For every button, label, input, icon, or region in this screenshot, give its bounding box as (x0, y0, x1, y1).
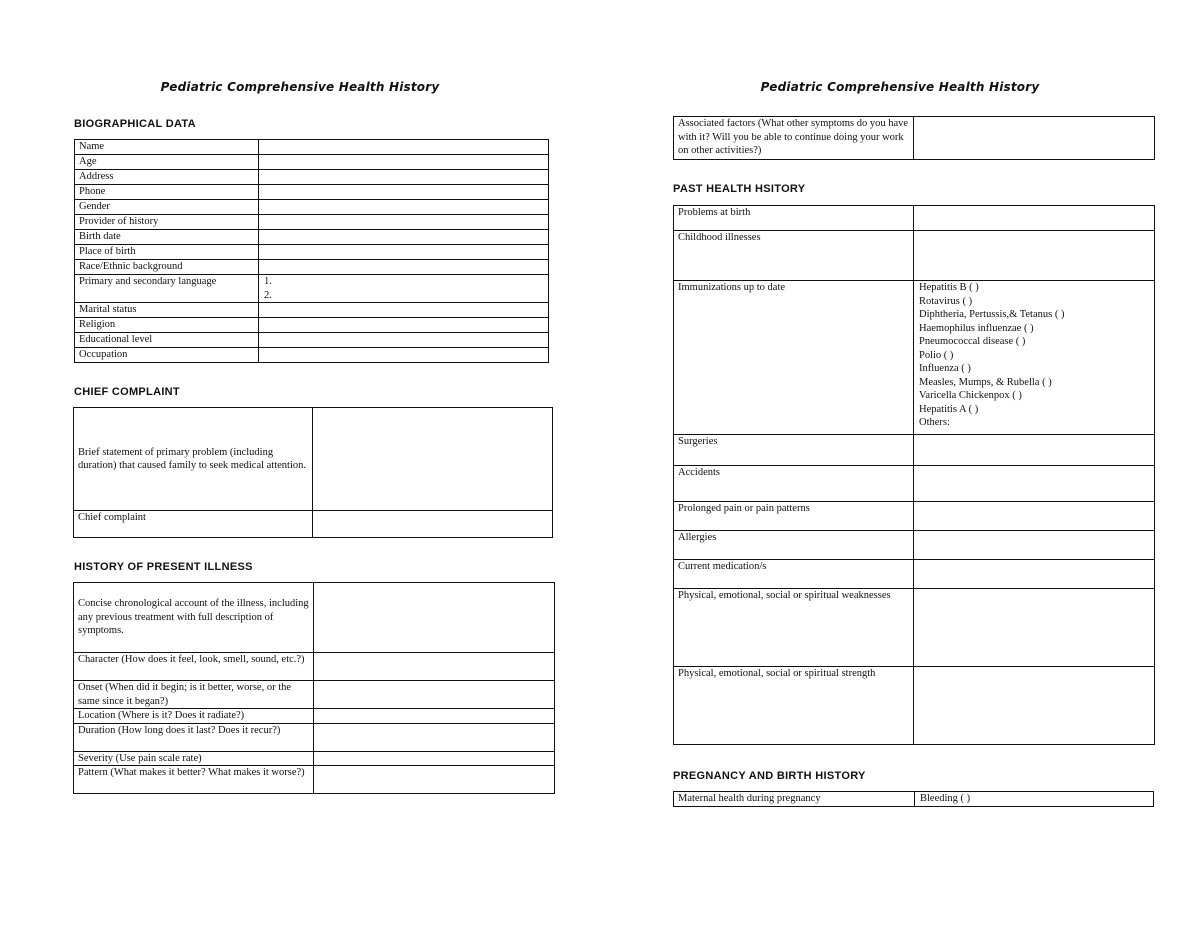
bio-label: Phone (75, 185, 259, 200)
form-row (674, 206, 1155, 231)
bio-answer-field[interactable] (259, 303, 549, 318)
past-label: Surgeries (674, 435, 914, 466)
form-row (74, 653, 555, 681)
bio-answer-field[interactable] (259, 200, 549, 215)
past-label: Allergies (674, 531, 914, 560)
bio-answer-field[interactable] (259, 333, 549, 348)
past-label: Current medication/s (674, 560, 914, 589)
form-row (75, 230, 549, 245)
hpi-answer-field[interactable] (314, 723, 555, 751)
form-row (74, 408, 553, 511)
form-row (75, 185, 549, 200)
past-label: Childhood illnesses (674, 231, 914, 281)
form-row (674, 231, 1155, 281)
form-row (75, 140, 549, 155)
form-row (75, 245, 549, 260)
bio-label: Address (75, 170, 259, 185)
pregnancy-table (673, 791, 1154, 807)
chief-complaint-heading: CHIEF COMPLAINT (74, 386, 180, 398)
past-answer-field[interactable]: Hepatitis B ( ) Rotavirus ( ) Diphtheria, Pertussis,& Tetanus ( ) Haemophilus influenzae ( ) Pneumococcal disease ( ) Polio ( ) Influenza ( ) Measles, Mumps, & Rubella ( ) Varicella Chickenpox ( ) Hepatitis A ( ) Others: (914, 281, 1155, 435)
form-row (75, 318, 549, 333)
associated-factors-label: Associated factors (What other symptoms do you have with it? Will you be able to continue doing your work on other activities?) (674, 117, 914, 160)
cc-answer-field[interactable] (313, 511, 553, 538)
bio-label: Birth date (75, 230, 259, 245)
form-row (74, 766, 555, 794)
past-answer-field[interactable] (914, 589, 1155, 667)
bio-answer-field[interactable] (259, 260, 549, 275)
hpi-answer-field[interactable] (314, 766, 555, 794)
preg-label: Maternal health during pregnancy (674, 792, 915, 807)
bio-answer-field[interactable] (259, 215, 549, 230)
form-row (74, 723, 555, 751)
cc-answer-field[interactable] (313, 408, 553, 511)
bio-label: Age (75, 155, 259, 170)
form-row (75, 170, 549, 185)
past-health-heading: PAST HEALTH HSITORY (673, 183, 806, 195)
past-answer-field[interactable] (914, 560, 1155, 589)
form-row (75, 260, 549, 275)
associated-factors-table (673, 116, 1155, 160)
bio-answer-field[interactable] (259, 348, 549, 363)
bio-answer-field[interactable] (259, 245, 549, 260)
form-row (74, 511, 553, 538)
bio-label: Name (75, 140, 259, 155)
past-label: Accidents (674, 466, 914, 502)
bio-label: Religion (75, 318, 259, 333)
bio-label: Place of birth (75, 245, 259, 260)
bio-label: Primary and secondary language (75, 275, 259, 303)
associated-factors-answer[interactable] (914, 117, 1155, 160)
chief-complaint-table (73, 407, 553, 538)
past-answer-field[interactable] (914, 435, 1155, 466)
hpi-answer-field[interactable] (314, 751, 555, 766)
page-title-left: Pediatric Comprehensive Health History (160, 80, 440, 94)
bio-answer-field[interactable] (259, 140, 549, 155)
hpi-answer-field[interactable] (314, 709, 555, 724)
bio-label: Occupation (75, 348, 259, 363)
present-illness-table (73, 582, 555, 794)
past-label: Immunizations up to date (674, 281, 914, 435)
hpi-label: Concise chronological account of the illness, including any previous treatment with full description of symptoms. (74, 583, 314, 653)
form-row (75, 303, 549, 318)
past-label: Physical, emotional, social or spiritual weaknesses (674, 589, 914, 667)
page-title-right: Pediatric Comprehensive Health History (760, 80, 1040, 94)
bio-answer-field[interactable] (259, 318, 549, 333)
pregnancy-heading: PREGNANCY AND BIRTH HISTORY (673, 770, 866, 782)
form-row (75, 215, 549, 230)
form-row (674, 792, 1154, 807)
hpi-label: Location (Where is it? Does it radiate?) (74, 709, 314, 724)
past-answer-field[interactable] (914, 206, 1155, 231)
past-health-table (673, 205, 1155, 745)
bio-label: Provider of history (75, 215, 259, 230)
hpi-label: Onset (When did it begin; is it better, worse, or the same since it began?) (74, 681, 314, 709)
bio-answer-field[interactable] (259, 155, 549, 170)
form-row (674, 466, 1155, 502)
bio-label: Gender (75, 200, 259, 215)
form-row (74, 751, 555, 766)
form-row (75, 348, 549, 363)
bio-answer-field[interactable] (259, 230, 549, 245)
form-row (74, 709, 555, 724)
form-row (674, 281, 1155, 435)
bio-answer-field[interactable] (259, 185, 549, 200)
form-row (674, 560, 1155, 589)
bio-label: Marital status (75, 303, 259, 318)
form-row (75, 333, 549, 348)
hpi-answer-field[interactable] (314, 583, 555, 653)
hpi-label: Severity (Use pain scale rate) (74, 751, 314, 766)
cc-label: Chief complaint (74, 511, 313, 538)
past-answer-field[interactable] (914, 466, 1155, 502)
bio-answer-field[interactable]: 1. 2. (259, 275, 549, 303)
form-row (75, 200, 549, 215)
hpi-label: Pattern (What makes it better? What makes it worse?) (74, 766, 314, 794)
form-row (74, 681, 555, 709)
form-row (674, 531, 1155, 560)
past-label: Prolonged pain or pain patterns (674, 502, 914, 531)
form-row (674, 667, 1155, 745)
past-answer-field[interactable] (914, 231, 1155, 281)
past-label: Physical, emotional, social or spiritual strength (674, 667, 914, 745)
bio-label: Educational level (75, 333, 259, 348)
bio-label: Race/Ethnic background (75, 260, 259, 275)
hpi-label: Character (How does it feel, look, smell, sound, etc.?) (74, 653, 314, 681)
past-answer-field[interactable] (914, 531, 1155, 560)
form-row (74, 583, 555, 653)
preg-answer-field[interactable]: Bleeding ( ) (915, 792, 1154, 807)
hpi-answer-field[interactable] (314, 681, 555, 709)
biographical-data-heading: BIOGRAPHICAL DATA (74, 118, 196, 130)
form-row (75, 155, 549, 170)
hpi-label: Duration (How long does it last? Does it recur?) (74, 723, 314, 751)
present-illness-heading: HISTORY OF PRESENT ILLNESS (74, 561, 253, 573)
past-answer-field[interactable] (914, 667, 1155, 745)
past-label: Problems at birth (674, 206, 914, 231)
form-row (674, 435, 1155, 466)
hpi-answer-field[interactable] (314, 653, 555, 681)
form-row (75, 275, 549, 303)
form-row (674, 589, 1155, 667)
bio-answer-field[interactable] (259, 170, 549, 185)
biographical-data-table (74, 139, 549, 363)
form-row (674, 502, 1155, 531)
cc-label: Brief statement of primary problem (including duration) that caused family to seek medical attention. (74, 408, 313, 511)
past-answer-field[interactable] (914, 502, 1155, 531)
